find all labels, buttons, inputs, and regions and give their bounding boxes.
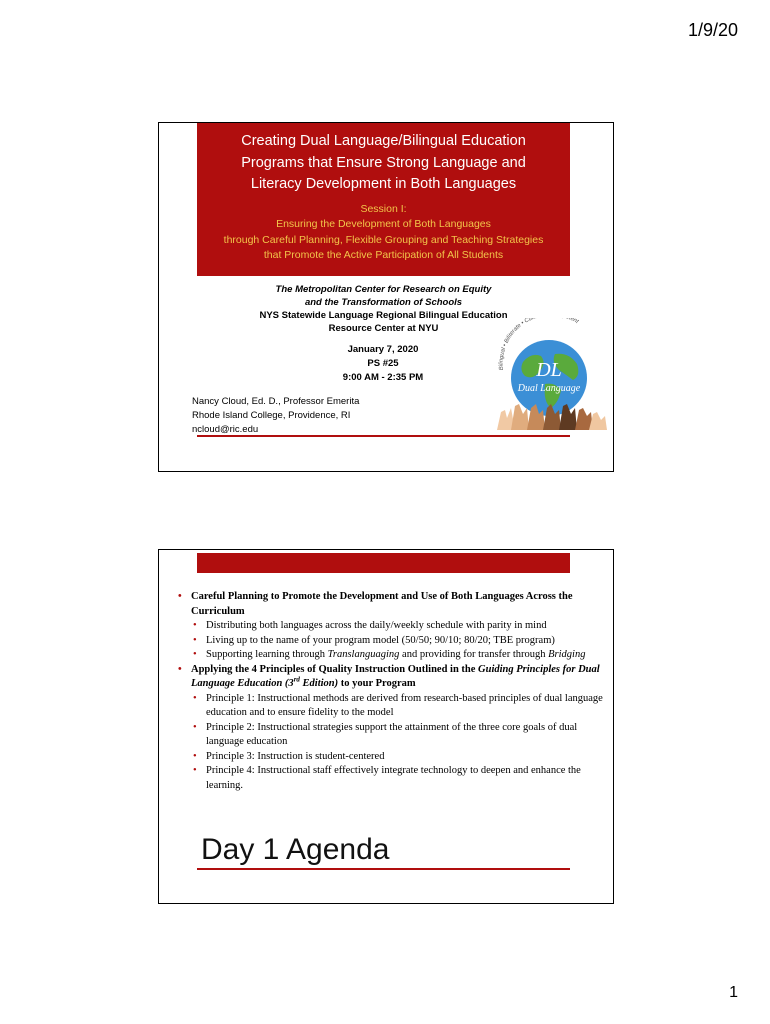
session-line: through Careful Planning, Flexible Grouping and Teaching Strategies (223, 233, 544, 246)
org-line: The Metropolitan Center for Research on Equity (275, 284, 492, 295)
sub-bullet-text: and providing for transfer through (399, 649, 549, 660)
bullet-sup: rd (293, 675, 300, 684)
logo-initials: DL (536, 359, 562, 381)
bullet-text: to your Program (338, 678, 416, 689)
title-line: Creating Dual Language/Bilingual Education (241, 133, 526, 149)
dual-language-logo-icon (489, 318, 609, 433)
title-line: Literacy Development in Both Languages (250, 176, 517, 192)
session-line: Ensuring the Development of Both Languages (276, 218, 491, 230)
agenda-slide (158, 549, 614, 904)
slide-title: Day 1 Agenda (201, 833, 390, 866)
event-location: PS #25 (367, 358, 399, 369)
sub-bullet-item: • Principle 1: Instructional methods are derived from research-based principles of dual language education and to ensure fidelity to the model (173, 692, 603, 721)
sub-bullet-term: Bridging (548, 649, 586, 660)
session-subtitle (197, 202, 570, 264)
session-line: Session I: (360, 202, 407, 215)
presenter-affiliation: Rhode Island College, Providence, RI (192, 410, 351, 421)
page-number: 1 (729, 984, 738, 1001)
sub-bullet-item: • Living up to the name of your program model (50/50; 90/10; 80/20; TBE program) (173, 634, 603, 649)
event-date: January 7, 2020 (347, 344, 419, 355)
presenter-name: Nancy Cloud, Ed. D., Professor Emerita (192, 396, 360, 407)
title-slide (158, 122, 614, 472)
title-banner (197, 123, 570, 276)
session-line: that Promote the Active Participation of All Students (263, 249, 504, 261)
bullet-item (173, 663, 603, 692)
org-line: and the Transformation of Schools (304, 297, 463, 308)
sub-bullet-item: • Principle 4: Instructional staff effectively integrate technology to deepen and enhance the learning. (173, 764, 603, 793)
org-line: Resource Center at NYU (328, 323, 439, 334)
sub-bullet-item: • Distributing both languages across the daily/weekly schedule with parity in mind (173, 619, 603, 634)
title-line: Programs that Ensure Strong Language and (241, 154, 526, 171)
page-date: 1/9/20 (687, 20, 738, 40)
divider-line (197, 868, 570, 870)
event-details (287, 343, 479, 385)
bullet-publication: Edition) (299, 678, 339, 689)
presenter-email: ncloud@ric.edu (192, 424, 259, 435)
sub-bullet-item (173, 648, 603, 663)
hands-icon (497, 404, 607, 430)
logo-arc-text: Bilingual • Biliterate • Cul tent (498, 318, 580, 371)
logo-label: Dual Language (517, 383, 581, 394)
sub-bullet-item: • Principle 2: Instructional strategies support the attainment of the three core goals of dual language education (173, 721, 603, 750)
bullet-text: Applying the 4 Principles of Quality Instruction Outlined in the (191, 663, 479, 675)
presenter-info (192, 395, 359, 437)
globe-hands-logo (489, 318, 609, 433)
sub-bullet-text: Supporting learning through (206, 649, 328, 660)
event-time: 9:00 AM - 2:35 PM (342, 372, 424, 383)
agenda-content (173, 590, 603, 793)
divider-line (197, 435, 570, 437)
header-bar (197, 553, 570, 573)
bullet-text: Careful Planning to Promote the Development and Use of Both Languages Across the Curriculum (191, 591, 573, 617)
slide-title (209, 131, 558, 196)
sub-bullet-item: • Principle 3: Instruction is student-centered (173, 750, 603, 765)
bullet-item (173, 590, 603, 619)
org-line: NYS Statewide Language Regional Bilingual Education (259, 310, 508, 321)
sub-bullet-term: Translanguaging (327, 649, 400, 660)
bullet-publication: Guiding Principles for Dual Language Education (3 (191, 663, 600, 689)
